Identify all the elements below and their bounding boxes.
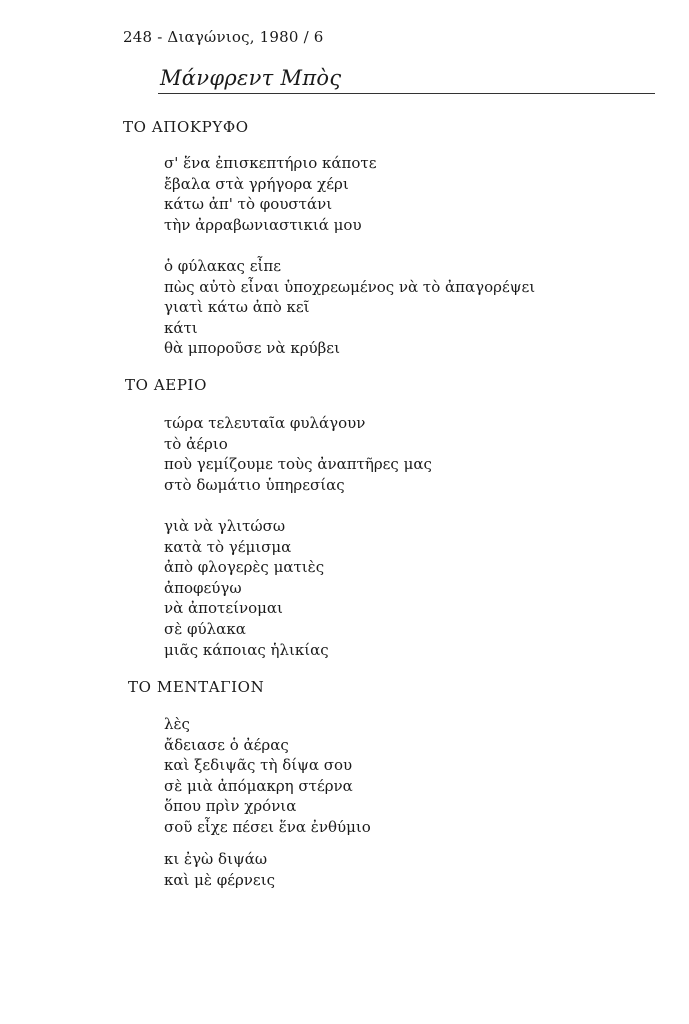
verse-line: κάτω ἀπ' τὸ φουστάνι [164, 195, 333, 214]
verse-line: ὁ φύλακας εἶπε [164, 257, 282, 275]
verse-line: ἄδειασε ὁ ἀέρας [164, 735, 289, 754]
verse-line: γιὰ νὰ γλιτώσω [164, 517, 286, 535]
verse-line: ἀπὸ φλογερὲς ματιὲς [164, 558, 325, 577]
verse-line: ποὺ γεμίζουμε τοὺς ἀναπτῆρες μας [164, 455, 432, 474]
verse-line: πὼς αὐτὸ εἶναι ὑποχρεωμένος νὰ τὸ ἀπαγορέψει [164, 277, 536, 296]
verse-line: καὶ ξεδιψᾶς τὴ δίψα σου [164, 756, 353, 775]
author-name: Μάνφρεντ Μπὸς [160, 66, 342, 90]
verse-line: νὰ ἀποτείνομαι [164, 599, 283, 618]
verse-line: σ' ἕνα ἐπισκεπτήριο κάποτε [164, 154, 377, 172]
verse-line: κάτι [164, 318, 198, 337]
verse-line: σὲ μιὰ ἀπόμακρη στέρνα [164, 776, 353, 795]
verse-line: μιᾶς κάποιας ἡλικίας [164, 640, 329, 659]
verse-line: ἔβαλα στὰ γρήγορα χέρι [164, 174, 349, 193]
verse-line: κι ἐγὼ διψάω [164, 850, 268, 868]
verse-line: τὴν ἀρραβωνιαστικιά μου [164, 215, 362, 234]
running-head: 248 - Διαγώνιος, 1980 / 6 [123, 28, 324, 46]
verse-line: λὲς [164, 715, 190, 733]
verse-line: στὸ δωμάτιο ὑπηρεσίας [164, 475, 345, 494]
verse-line: ἀποφεύγω [164, 578, 242, 597]
verse-line: σὲ φύλακα [164, 619, 246, 638]
stanza [164, 849, 275, 890]
stanza [164, 516, 329, 660]
verse-line: ὅπου πρὶν χρόνια [164, 797, 297, 816]
poem-title-aerio: ΤΟ ΑΕΡΙΟ [125, 376, 207, 394]
verse-line: σοῦ εἶχε πέσει ἕνα ἐνθύμιο [164, 817, 371, 836]
verse-line: θὰ μποροῦσε νὰ κρύβει [164, 339, 340, 358]
verse-line: γιατὶ κάτω ἀπὸ κεῖ [164, 298, 310, 317]
author-rule [158, 93, 655, 94]
verse-line: τώρα τελευταῖα φυλάγουν [164, 414, 366, 432]
stanza [164, 413, 432, 495]
verse-line: καὶ μὲ φέρνεις [164, 870, 275, 889]
verse-line: κατὰ τὸ γέμισμα [164, 537, 292, 556]
verse-line: τὸ ἀέριο [164, 434, 228, 453]
stanza [164, 153, 376, 235]
poem-title-mentagion: ΤΟ ΜΕΝΤΑΓΙΟΝ [128, 678, 265, 696]
stanza [164, 714, 371, 838]
poem-title-apokryfo: ΤΟ ΑΠΟΚΡΥΦΟ [123, 118, 249, 136]
stanza [164, 256, 535, 359]
